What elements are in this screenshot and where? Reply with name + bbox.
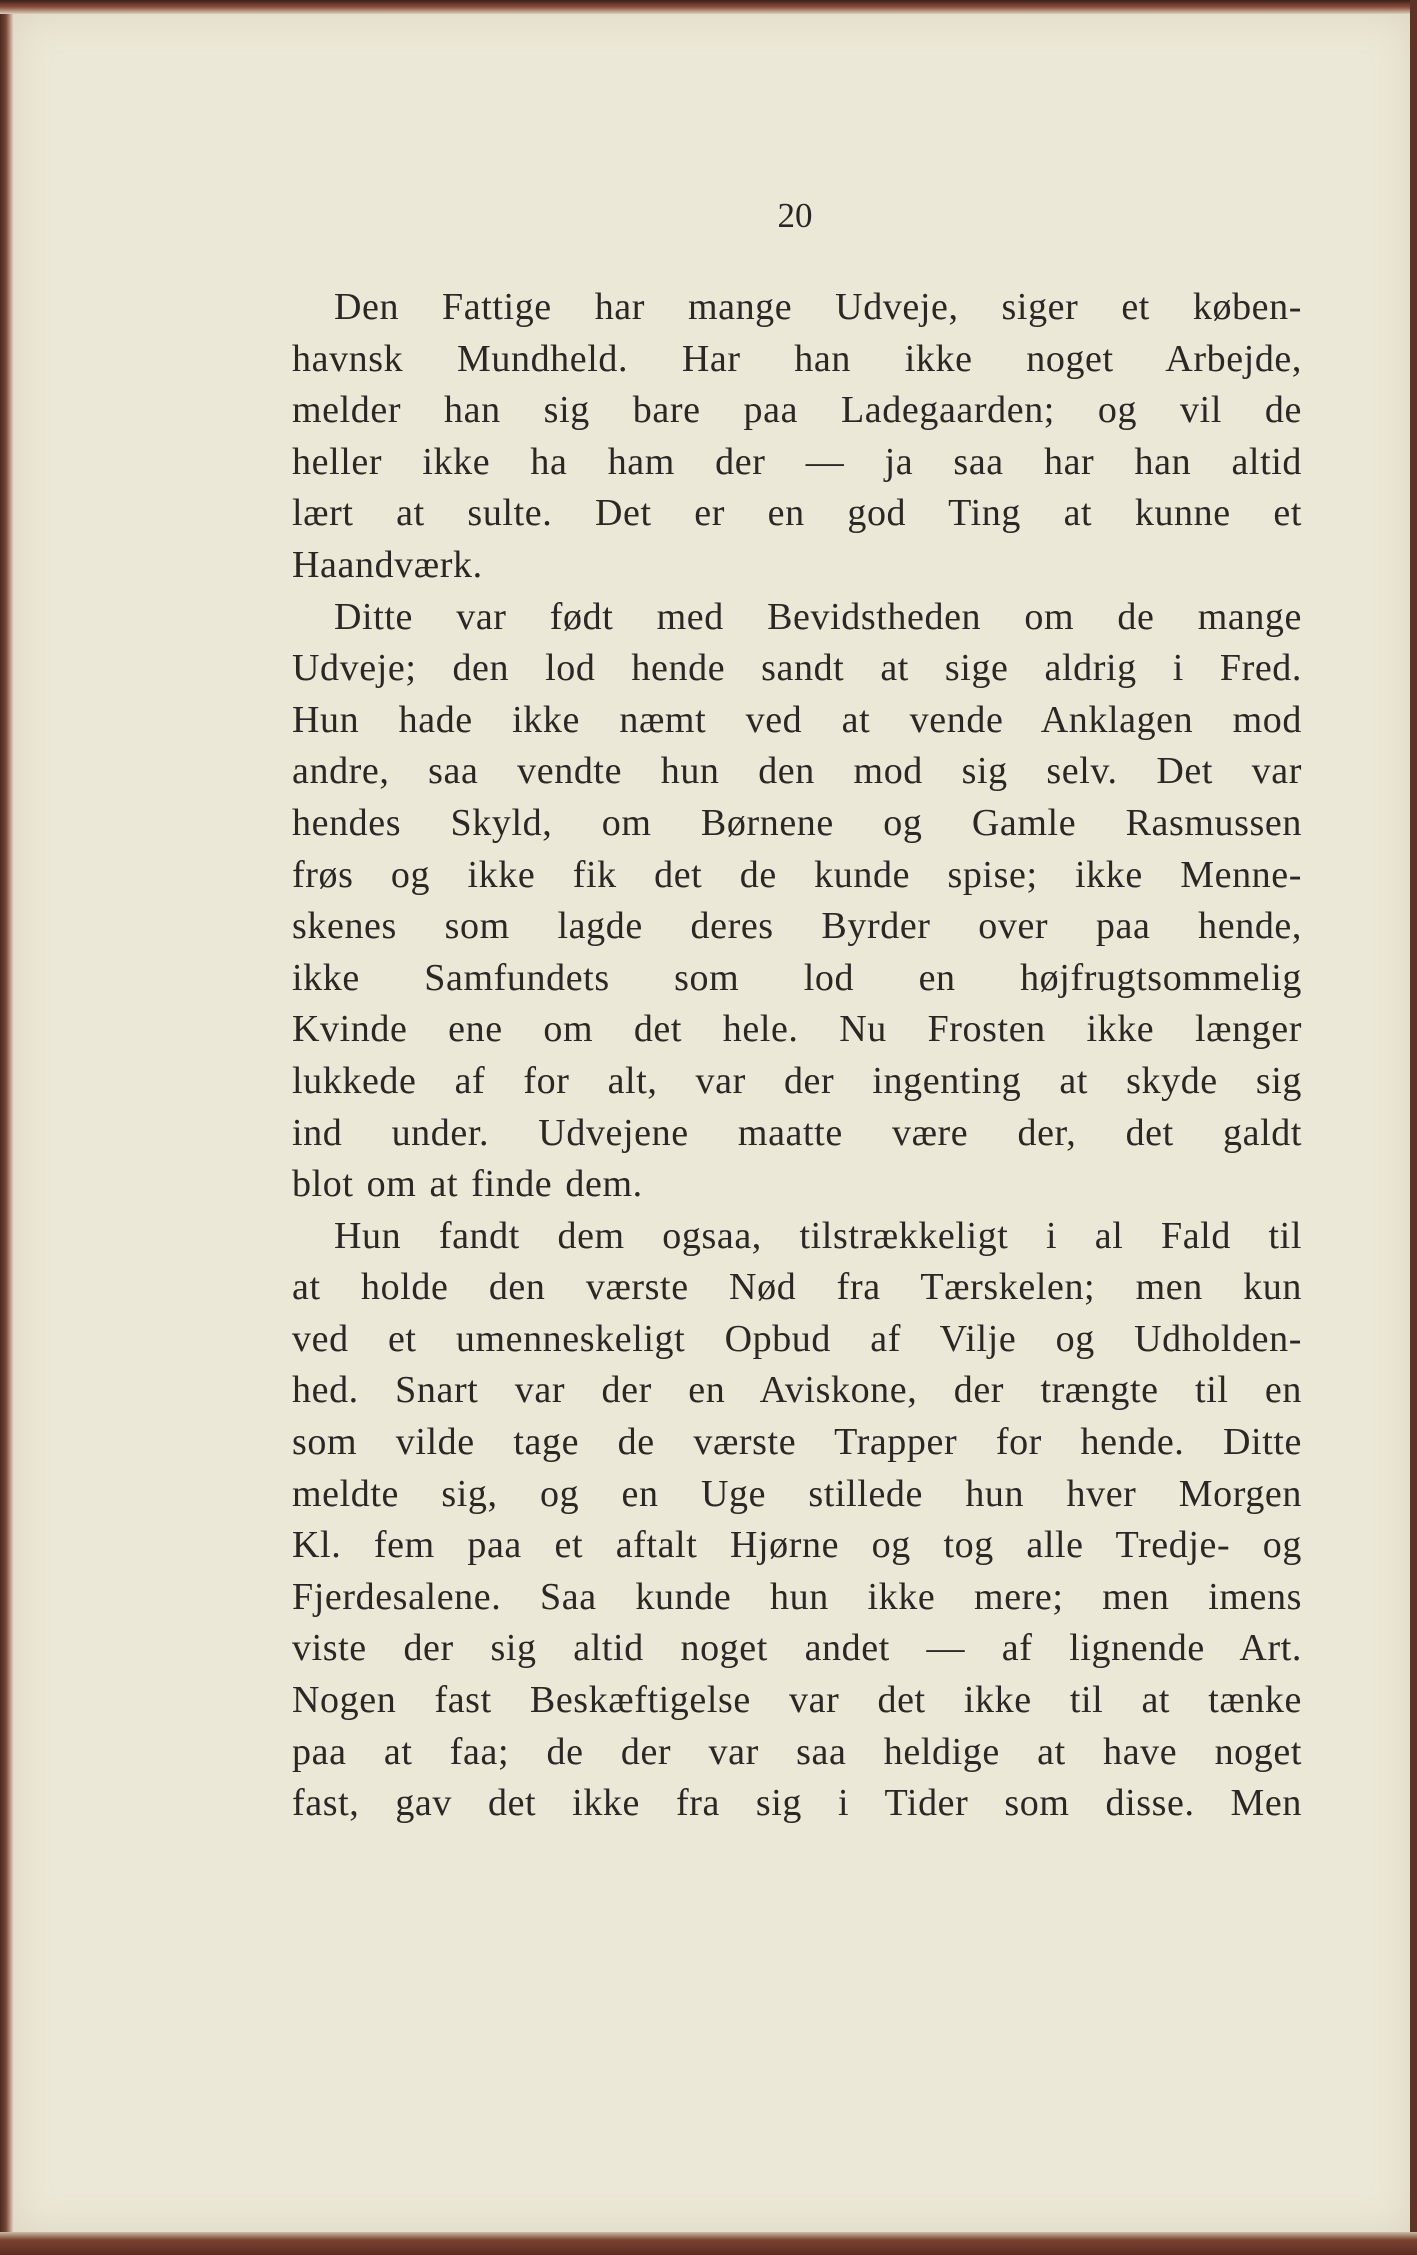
text-line: meldte sig, og en Uge stillede hun hver Morgen	[292, 1472, 1302, 1515]
text-line: skenes som lagde deres Byrder over paa hende,	[292, 905, 1302, 948]
text-line: Hun hade ikke næmt ved at vende Anklagen mod	[292, 698, 1302, 741]
text-line: Kl. fem paa et aftalt Hjørne og tog alle Tredje- og	[292, 1524, 1302, 1567]
text-line: Nogen fast Beskæftigelse var det ikke til at tænke	[292, 1679, 1302, 1722]
text-line: fast, gav det ikke fra sig i Tider som disse. Men	[292, 1782, 1302, 1825]
text-line: melder han sig bare paa Ladegaarden; og vil de	[292, 389, 1302, 432]
text-line: lukkede af for alt, var der ingenting at skyde sig	[292, 1059, 1302, 1102]
text-line: Ditte var født med Bevidstheden om de mange	[334, 595, 1302, 638]
text-line: Haandværk.	[292, 543, 483, 586]
text-line: Udveje; den lod hende sandt at sige aldrig i Fred.	[292, 647, 1302, 690]
text-line: viste der sig altid noget andet — af lignende Art.	[292, 1627, 1302, 1670]
text-line: blot om at finde dem.	[292, 1163, 643, 1206]
text-line: frøs og ikke fik det de kunde spise; ikke Menne-	[292, 853, 1302, 896]
text-line: andre, saa vendte hun den mod sig selv. Det var	[292, 750, 1302, 793]
text-line: lært at sulte. Det er en god Ting at kunne et	[292, 492, 1302, 535]
top-edge	[0, 0, 1417, 14]
right-edge	[1410, 0, 1417, 2255]
text-line: ved et umenneskeligt Opbud af Vilje og Udholden-	[292, 1317, 1302, 1360]
text-line: Hun fandt dem ogsaa, tilstrækkeligt i al Fald til	[334, 1214, 1302, 1257]
body-text	[292, 282, 1302, 1830]
text-line: paa at faa; de der var saa heldige at have noget	[292, 1730, 1302, 1773]
text-line: Kvinde ene om det hele. Nu Frosten ikke længer	[292, 1008, 1302, 1051]
text-line: havnsk Mundheld. Har han ikke noget Arbejde,	[292, 337, 1302, 380]
page-number: 20	[777, 196, 813, 235]
text-line: Fjerdesalene. Saa kunde hun ikke mere; men imens	[292, 1575, 1302, 1618]
text-line: hendes Skyld, om Børnene og Gamle Rasmussen	[292, 801, 1302, 844]
text-line: ikke Samfundets som lod en højfrugtsommelig	[292, 956, 1302, 999]
text-line: som vilde tage de værste Trapper for hende. Ditte	[292, 1421, 1302, 1464]
bottom-edge	[0, 2232, 1417, 2255]
text-line: ind under. Udvejene maatte være der, det galdt	[292, 1111, 1302, 1154]
text-line: hed. Snart var der en Aviskone, der trængte til en	[292, 1369, 1302, 1412]
text-line: at holde den værste Nød fra Tærskelen; men kun	[292, 1266, 1302, 1309]
text-line: heller ikke ha ham der — ja saa har han altid	[292, 440, 1302, 483]
text-line: Den Fattige har mange Udveje, siger et køben-	[334, 286, 1302, 328]
